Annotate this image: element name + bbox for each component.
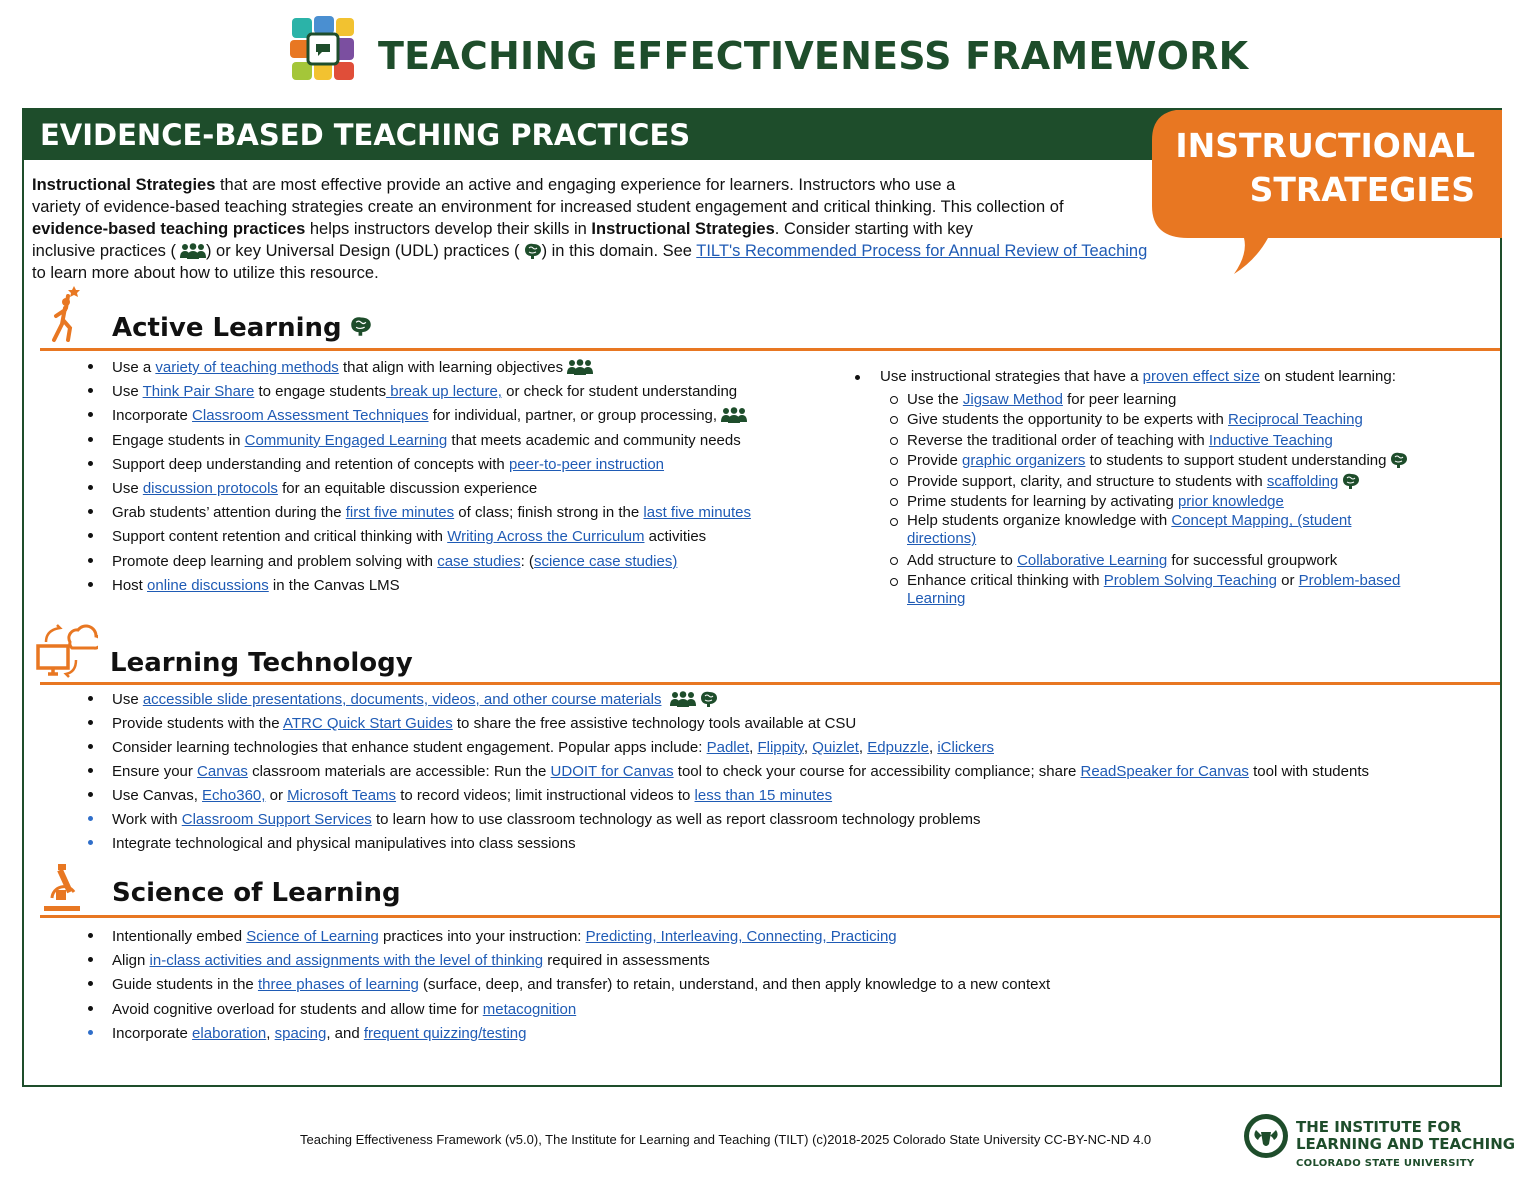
problem-based-link[interactable]: Problem-based bbox=[1298, 571, 1401, 589]
reciprocal-teaching-link[interactable]: Reciprocal Teaching bbox=[1228, 411, 1363, 429]
list-item: Promote deep learning and problem solving with case studies: (science case studies) bbox=[112, 550, 751, 574]
jigsaw-link[interactable]: Jigsaw Method bbox=[962, 391, 1063, 408]
intro-bold: Instructional Strategies bbox=[591, 220, 775, 238]
list-item: Ensure your Canvas classroom materials are accessible: Run the UDOIT for Canvas tool to check your course for accessibility compliance; share ReadSpeaker for Canvas tool with students bbox=[112, 760, 1369, 784]
teams-link[interactable]: Microsoft Teams bbox=[287, 787, 397, 804]
section-divider bbox=[40, 348, 1500, 351]
quizzing-link[interactable]: frequent quizzing/testing bbox=[363, 1024, 527, 1042]
student-directions-link[interactable]: directions) bbox=[907, 530, 977, 548]
tef-logo-icon bbox=[290, 16, 356, 82]
active-learning-list bbox=[112, 356, 751, 598]
community-engaged-link[interactable]: Community Engaged Learning bbox=[244, 431, 448, 449]
domain-tag-line2: STRATEGIES bbox=[1249, 170, 1475, 209]
effect-size-item: Use instructional strategies that have a proven effect size on student learning: bbox=[880, 368, 1396, 385]
list-item: Incorporate Classroom Assessment Techniques for individual, partner, or group processing, bbox=[112, 404, 751, 428]
computer-cloud-sync-icon bbox=[36, 620, 98, 682]
learning-technology-list bbox=[112, 688, 1369, 856]
list-item: Use accessible slide presentations, documents, videos, and other course materials bbox=[112, 688, 1369, 712]
last-five-link[interactable]: last five minutes bbox=[643, 504, 751, 522]
science-case-studies-link[interactable]: science case studies) bbox=[533, 552, 678, 570]
list-item: Help students organize knowledge with Concept Mapping, (student directions) bbox=[907, 512, 1408, 551]
metacognition-link[interactable]: metacognition bbox=[482, 1000, 577, 1018]
udoit-link[interactable]: UDOIT for Canvas bbox=[550, 763, 674, 780]
list-item: Enhance critical thinking with Problem Solving Teaching or Problem-based Learning bbox=[907, 572, 1408, 608]
intro-text: variety of evidence-based teaching strategies create an environment for increased student engagement and critical thinking. This collection of bbox=[32, 198, 1064, 216]
echo360-link[interactable]: Echo360, bbox=[202, 787, 266, 804]
quizlet-link[interactable]: Quizlet bbox=[812, 739, 859, 756]
section-divider bbox=[40, 682, 1500, 685]
scaffolding-link[interactable]: scaffolding bbox=[1266, 472, 1339, 490]
iclickers-link[interactable]: iClickers bbox=[937, 739, 994, 756]
spacing-link[interactable]: spacing bbox=[274, 1024, 327, 1042]
university-name: COLORADO STATE UNIVERSITY bbox=[1296, 1158, 1475, 1169]
readspeaker-link[interactable]: ReadSpeaker for Canvas bbox=[1080, 763, 1249, 780]
list-item: Prime students for learning by activating prior knowledge bbox=[907, 492, 1408, 512]
brain-icon bbox=[700, 691, 718, 707]
peer-instruction-link[interactable]: peer-to-peer instruction bbox=[508, 455, 665, 473]
list-item: Use the Jigsaw Method for peer learning bbox=[907, 390, 1408, 410]
intro-text: to learn more about how to utilize this resource. bbox=[32, 264, 379, 282]
banner-title: EVIDENCE-BASED TEACHING PRACTICES bbox=[40, 118, 691, 152]
video-length-link[interactable]: less than 15 minutes bbox=[694, 787, 833, 804]
org-name bbox=[1296, 1119, 1515, 1153]
intro-text: that are most effective provide an active and engaging experience for learners. Instructors who use a bbox=[215, 176, 956, 194]
science-of-learning-link[interactable]: Science of Learning bbox=[246, 928, 379, 945]
concept-mapping-link[interactable]: Concept Mapping, (student bbox=[1171, 512, 1352, 530]
list-item: Reverse the traditional order of teaching with Inductive Teaching bbox=[907, 431, 1408, 451]
level-of-thinking-link[interactable]: in-class activities and assignments with the level of thinking bbox=[149, 952, 544, 970]
list-item: Provide graphic organizers to students to support student understanding bbox=[907, 451, 1408, 471]
classroom-support-link[interactable]: Classroom Support Services bbox=[181, 811, 372, 828]
ram-logo-icon bbox=[1242, 1112, 1290, 1160]
intro-paragraph bbox=[32, 174, 1232, 284]
problem-based-learning-link[interactable]: Learning bbox=[907, 589, 966, 607]
predicting-link[interactable]: Predicting, Interleaving, Connecting, Practicing bbox=[585, 928, 897, 945]
page-title: TEACHING EFFECTIVENESS FRAMEWORK bbox=[378, 34, 1249, 78]
inductive-teaching-link[interactable]: Inductive Teaching bbox=[1208, 431, 1333, 449]
collaborative-learning-link[interactable]: Collaborative Learning bbox=[1017, 552, 1168, 570]
person-reaching-star-icon bbox=[48, 284, 84, 344]
list-item: Add structure to Collaborative Learning for successful groupwork bbox=[907, 551, 1408, 571]
list-item: Support deep understanding and retention of concepts with peer-to-peer instruction bbox=[112, 453, 751, 477]
intro-bold: evidence-based teaching practices bbox=[32, 220, 306, 238]
brain-icon bbox=[1390, 452, 1408, 468]
effect-size-sublist bbox=[907, 390, 1408, 608]
list-item: Consider learning technologies that enhance student engagement. Popular apps include: Padlet, Flippity, Quizlet, Edpuzzle, iClickers bbox=[112, 736, 1369, 760]
org-name-line1: THE INSTITUTE FOR bbox=[1296, 1118, 1462, 1136]
org-name-line2: LEARNING AND TEACHING bbox=[1296, 1135, 1516, 1153]
cat-link[interactable]: Classroom Assessment Techniques bbox=[192, 407, 429, 425]
list-item: Use a variety of teaching methods that align with learning objectives bbox=[112, 356, 751, 380]
edpuzzle-link[interactable]: Edpuzzle bbox=[867, 739, 929, 756]
elaboration-link[interactable]: elaboration bbox=[192, 1024, 267, 1042]
online-discussions-link[interactable]: online discussions bbox=[147, 576, 269, 594]
active-learning-title-text: Active Learning bbox=[112, 313, 342, 343]
active-learning-title bbox=[112, 313, 372, 343]
canvas-link[interactable]: Canvas bbox=[197, 763, 248, 780]
break-up-lecture-link[interactable]: break up lecture, bbox=[386, 383, 502, 401]
prior-knowledge-link[interactable]: prior knowledge bbox=[1177, 493, 1284, 511]
list-item: Integrate technological and physical manipulatives into class sessions bbox=[112, 832, 1369, 856]
footer-citation: Teaching Effectiveness Framework (v5.0), The Institute for Learning and Teaching (TILT) (c)2018-2025 Colorado State University CC-BY-NC-ND 4.0 bbox=[300, 1132, 1152, 1147]
list-item: Use Think Pair Share to engage students break up lecture, or check for student understanding bbox=[112, 380, 751, 404]
teaching-methods-link[interactable]: variety of teaching methods bbox=[155, 359, 339, 376]
three-phases-link[interactable]: three phases of learning bbox=[257, 976, 419, 994]
list-item: Provide students with the ATRC Quick Start Guides to share the free assistive technology tools available at CSU bbox=[112, 712, 1369, 736]
list-item: Support content retention and critical thinking with Writing Across the Curriculum activities bbox=[112, 525, 751, 549]
learning-technology-title: Learning Technology bbox=[110, 648, 413, 678]
people-group-icon bbox=[180, 243, 206, 259]
section-divider bbox=[40, 915, 1500, 918]
people-group-icon bbox=[721, 407, 747, 423]
list-item: Give students the opportunity to be experts with Reciprocal Teaching bbox=[907, 410, 1408, 430]
wac-link[interactable]: Writing Across the Curriculum bbox=[447, 528, 645, 546]
accessible-materials-link[interactable]: accessible slide presentations, documents, videos, and other course materials bbox=[142, 691, 662, 708]
brain-icon bbox=[524, 243, 542, 259]
list-item: Align in-class activities and assignments with the level of thinking required in assessments bbox=[112, 949, 1050, 973]
people-group-icon bbox=[567, 359, 593, 375]
intro-text: helps instructors develop their skills in bbox=[305, 220, 592, 238]
atrc-guides-link[interactable]: ATRC Quick Start Guides bbox=[282, 715, 453, 732]
list-item: Grab students’ attention during the first five minutes of class; finish strong in the last five minutes bbox=[112, 501, 751, 525]
think-pair-share-link[interactable]: Think Pair Share bbox=[142, 383, 255, 401]
intro-text: . Consider starting with key bbox=[774, 220, 973, 238]
graphic-organizers-link[interactable]: graphic organizers bbox=[962, 452, 1086, 470]
list-item: Use discussion protocols for an equitable discussion experience bbox=[112, 477, 751, 501]
list-item: Avoid cognitive overload for students and allow time for metacognition bbox=[112, 998, 1050, 1022]
domain-tag-line1: INSTRUCTIONAL bbox=[1175, 126, 1475, 165]
list-item: Guide students in the three phases of learning (surface, deep, and transfer) to retain, understand, and then apply knowledge to a new context bbox=[112, 973, 1050, 997]
intro-text: ) in this domain. See bbox=[541, 242, 697, 260]
brain-icon bbox=[350, 316, 372, 336]
brain-icon bbox=[1342, 473, 1360, 489]
list-item: Provide support, clarity, and structure to students with scaffolding bbox=[907, 472, 1408, 492]
science-of-learning-list bbox=[112, 925, 1050, 1046]
list-item: Intentionally embed Science of Learning practices into your instruction: Predicting, Interleaving, Connecting, Practicing bbox=[112, 925, 1050, 949]
case-studies-link[interactable]: case studies bbox=[437, 552, 521, 570]
first-five-link[interactable]: first five minutes bbox=[345, 504, 455, 522]
science-of-learning-title: Science of Learning bbox=[112, 878, 401, 908]
intro-text: ) or key Universal Design (UDL) practices ( bbox=[205, 242, 520, 260]
list-item: Use Canvas, Echo360, or Microsoft Teams to record videos; limit instructional videos to less than 15 minutes bbox=[112, 784, 1369, 808]
discussion-protocols-link[interactable]: discussion protocols bbox=[142, 480, 278, 498]
padlet-link[interactable]: Padlet bbox=[706, 739, 750, 756]
flippity-link[interactable]: Flippity bbox=[757, 739, 804, 756]
problem-solving-link[interactable]: Problem Solving Teaching bbox=[1103, 571, 1277, 589]
people-group-icon bbox=[670, 691, 696, 707]
intro-bold: Instructional Strategies bbox=[32, 176, 216, 194]
list-item: Incorporate elaboration, spacing, and frequent quizzing/testing bbox=[112, 1022, 1050, 1046]
microscope-icon bbox=[42, 862, 82, 914]
list-item: Engage students in Community Engaged Learning that meets academic and community needs bbox=[112, 429, 751, 453]
list-item: Host online discussions in the Canvas LMS bbox=[112, 574, 751, 598]
annual-review-link[interactable]: TILT's Recommended Process for Annual Review of Teaching bbox=[696, 242, 1148, 260]
intro-text: inclusive practices ( bbox=[32, 242, 176, 260]
effect-size-link[interactable]: proven effect size bbox=[1142, 368, 1260, 385]
list-item: Work with Classroom Support Services to learn how to use classroom technology as well as report classroom technology problems bbox=[112, 808, 1369, 832]
